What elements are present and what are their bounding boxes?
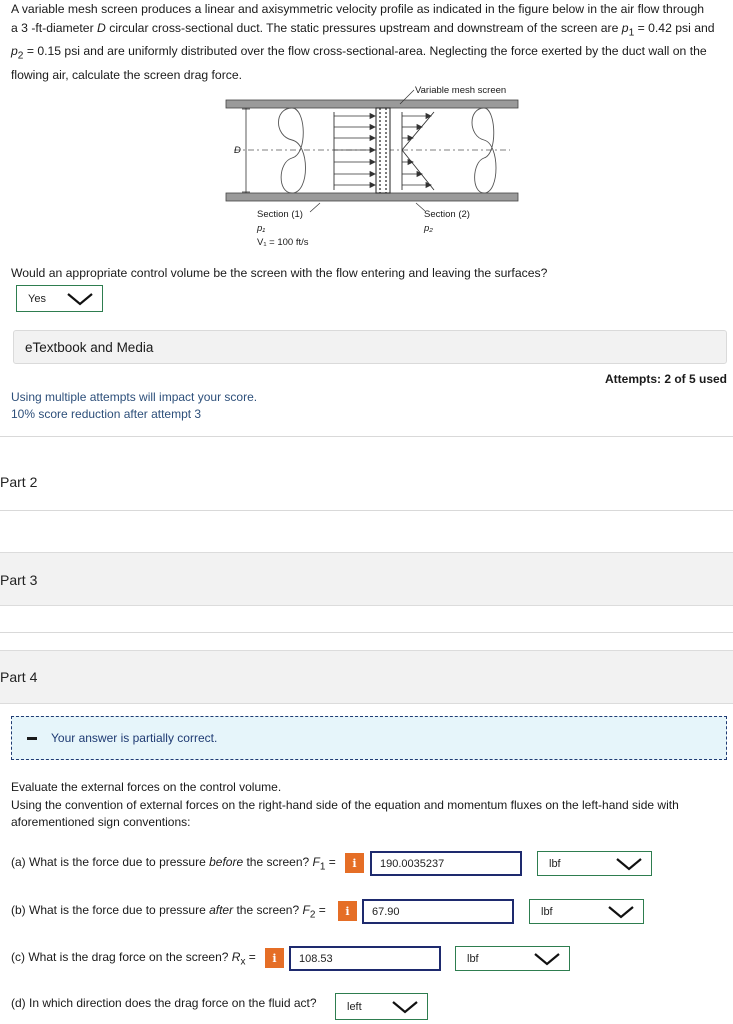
problem-line-4: flowing air, calculate the screen drag force. [11, 67, 243, 82]
part-4-title: Part 4 [0, 669, 38, 685]
question-c: (c) What is the drag force on the screen? $R_x$ = [11, 950, 256, 968]
part-4-header[interactable] [0, 650, 733, 704]
divider [0, 632, 733, 633]
answer-c-value: 108.53 [299, 952, 333, 965]
etextbook-media-button[interactable] [13, 330, 727, 364]
divider [0, 436, 733, 437]
control-volume-question: Would an appropriate control volume be the screen with the flow entering and leaving the surfaces? [11, 266, 548, 280]
section-1-label: Section (1) [257, 209, 303, 220]
figure-title: Variable mesh screen [415, 85, 507, 96]
control-volume-select-value: Yes [28, 292, 46, 305]
attempts-warning [11, 389, 257, 423]
attempts-counter: Attempts: 2 of 5 used [604, 372, 727, 386]
part-3-title: Part 3 [0, 572, 38, 588]
evaluate-line-1: Evaluate the external forces on the control volume. [11, 780, 282, 794]
info-icon[interactable]: i [265, 948, 284, 968]
p2-label: p₂ [424, 223, 433, 234]
answer-b-input[interactable] [362, 899, 514, 924]
problem-line-1: A variable mesh screen produces a linear and axisymmetric velocity profile as indicated in the figure below in the air flow through [11, 2, 705, 16]
answer-b-value: 67.90 [372, 905, 400, 918]
attempts-warning-line-1: Using multiple attempts will impact your score. [11, 390, 258, 404]
problem-statement [11, 0, 729, 85]
p1-label: p₁ [257, 223, 266, 234]
divider [0, 510, 733, 511]
v1-label: V₁ = 100 ft/s [257, 237, 309, 248]
duct-wall-bottom [226, 193, 518, 201]
answer-a-input[interactable] [370, 851, 522, 876]
attempts-warning-line-2: 10% score reduction after attempt 3 [11, 407, 202, 421]
answer-a-value: 190.0035237 [380, 857, 445, 870]
section-2-outline [472, 108, 496, 193]
unit-b-select[interactable] [529, 899, 644, 924]
info-icon[interactable]: i [338, 901, 357, 921]
unit-c-select[interactable] [455, 946, 570, 971]
evaluate-line-3: aforementioned sign conventions: [11, 815, 191, 829]
section-1-leader [310, 203, 320, 212]
unit-b-value: lbf [541, 905, 553, 918]
chevron-down-icon [533, 952, 561, 966]
duct-figure [222, 82, 522, 252]
partial-correct-text: Your answer is partially correct. [51, 731, 218, 745]
chevron-down-icon [615, 857, 643, 871]
minus-icon [27, 737, 37, 740]
etextbook-media-label: eTextbook and Media [25, 339, 154, 355]
chevron-down-icon [607, 905, 635, 919]
question-a: (a) What is the force due to pressure before the screen? $F_1$ = [11, 855, 336, 873]
upstream-velocity-arrows [334, 114, 375, 188]
diameter-label: D [234, 145, 241, 156]
info-icon[interactable]: i [345, 853, 364, 873]
control-volume-select[interactable] [16, 285, 103, 312]
mesh-screen [376, 108, 390, 193]
unit-a-value: lbf [549, 857, 561, 870]
evaluate-instructions [11, 779, 726, 832]
part-3-header[interactable] [0, 552, 733, 606]
chevron-down-icon [391, 1000, 419, 1014]
question-d: (d) In which direction does the drag force on the fluid act? [11, 996, 317, 1010]
section-1-outline [279, 108, 306, 193]
problem-line-3: $p_2 = 0.15$ psi and are uniformly distributed over the flow cross-sectional-area. Neglecting the force exerted by the duct wall on the [11, 44, 707, 62]
question-b: (b) What is the force due to pressure after the screen? $F_2$ = [11, 903, 326, 921]
unit-c-value: lbf [467, 952, 479, 965]
chevron-down-icon [66, 292, 94, 306]
section-2-leader [416, 203, 425, 211]
duct-wall-top [226, 100, 518, 108]
direction-select[interactable] [335, 993, 428, 1020]
partial-correct-banner [11, 716, 727, 760]
direction-value: left [347, 1000, 362, 1013]
problem-line-2: a 3 -ft-diameter D circular cross-sectional duct. The static pressures upstream and downstream of the screen are $p_1 = 0.42$ psi and [11, 21, 715, 39]
downstream-profile-upper [402, 112, 434, 150]
unit-a-select[interactable] [537, 851, 652, 876]
part-2-title: Part 2 [0, 474, 38, 490]
downstream-velocity-arrows [402, 114, 431, 188]
evaluate-line-2: Using the convention of external forces on the right-hand side of the equation and momentum fluxes on the left-hand side with [11, 797, 679, 812]
answer-c-input[interactable] [289, 946, 441, 971]
section-2-label: Section (2) [424, 209, 470, 220]
